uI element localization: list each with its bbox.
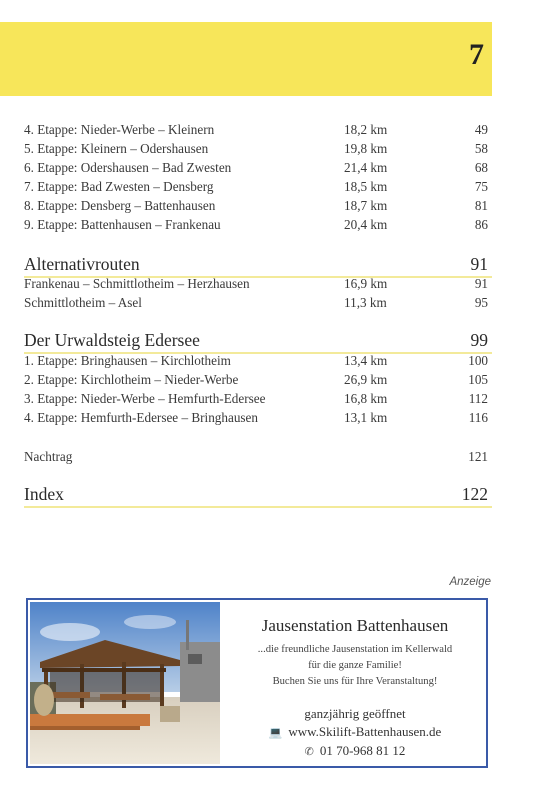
chapter-header-bar	[0, 22, 492, 96]
toc-entry-title: 4. Etappe: Hemfurth-Edersee – Bringhausen	[24, 410, 259, 425]
advertisement-box	[26, 598, 488, 768]
toc-entry-page: 49	[474, 122, 488, 137]
ad-website-link[interactable]	[224, 724, 486, 740]
toc-entry-distance: 20,4 km	[344, 217, 388, 232]
toc-row[interactable]	[24, 215, 492, 235]
section-divider	[24, 506, 492, 508]
toc-entry-distance: 21,4 km	[344, 160, 388, 175]
ad-title: Jausenstation Battenhausen	[261, 616, 449, 635]
toc-entry-title: 4. Etappe: Nieder-Werbe – Kleinern	[24, 122, 215, 137]
toc-section-urwaldsteig[interactable]	[24, 327, 492, 353]
toc-row[interactable]	[24, 274, 492, 294]
toc-entry-page: 121	[468, 449, 488, 464]
ad-phone: 01 70-968 81 12	[319, 743, 406, 758]
toc-entry-page: 86	[474, 217, 488, 232]
section-heading: Alternativrouten	[24, 254, 140, 274]
toc-entry-distance: 18,2 km	[344, 122, 388, 137]
toc-entry-title: 8. Etappe: Densberg – Battenhausen	[24, 198, 216, 213]
toc-entry-title: Schmittlotheim – Asel	[24, 295, 142, 310]
jausenstation-photo	[30, 602, 220, 764]
toc-entry-page: 116	[468, 410, 488, 425]
phone-icon: ✆	[304, 746, 314, 758]
section-heading: Index	[24, 484, 64, 504]
toc-entry-distance: 19,8 km	[344, 141, 388, 156]
toc-entry-page: 112	[468, 391, 488, 406]
toc-entry-page: 100	[468, 353, 488, 368]
toc-entry-page: 58	[474, 141, 488, 156]
ad-opening-hours: ganzjährig geöffnet	[304, 706, 406, 721]
toc-entry-page: 95	[474, 295, 488, 310]
toc-entry-title: Frankenau – Schmittlotheim – Herzhausen	[24, 276, 250, 291]
toc-entry-page: 75	[474, 179, 488, 194]
toc-entry-page: 105	[468, 372, 488, 387]
toc-row[interactable]	[24, 120, 492, 140]
toc-row[interactable]	[24, 370, 492, 390]
toc-entry-distance: 26,9 km	[344, 372, 388, 387]
toc-entry-title: 6. Etappe: Odershausen – Bad Zwesten	[24, 160, 232, 175]
toc-row[interactable]	[24, 158, 492, 178]
toc-section-index[interactable]	[24, 481, 492, 507]
toc-row[interactable]	[24, 389, 492, 409]
toc-entry-page: 91	[474, 276, 488, 291]
ad-website: www.Skilift-Battenhausen.de	[288, 724, 442, 739]
advertisement-text	[224, 602, 486, 764]
toc-entry-title: 9. Etappe: Battenhausen – Frankenau	[24, 217, 221, 232]
section-page: 122	[461, 484, 488, 504]
toc-entry-title: 3. Etappe: Nieder-Werbe – Hemfurth-Edersee	[24, 391, 266, 406]
ad-tagline: für die ganze Familie!	[308, 660, 402, 671]
toc-row-nachtrag[interactable]	[24, 447, 492, 467]
toc-entry-title: Nachtrag	[24, 449, 73, 464]
toc-row[interactable]	[24, 139, 492, 159]
toc-row[interactable]	[24, 351, 492, 371]
toc-entry-title: 5. Etappe: Kleinern – Odershausen	[24, 141, 209, 156]
ad-tagline: Buchen Sie uns für Ihre Veranstaltung!	[272, 676, 438, 687]
toc-row[interactable]	[24, 196, 492, 216]
ad-label: Anzeige	[449, 576, 491, 588]
toc-row[interactable]	[24, 177, 492, 197]
section-page: 99	[470, 330, 488, 350]
toc-entry-distance: 13,4 km	[344, 353, 388, 368]
toc-entry-page: 81	[474, 198, 488, 213]
chapter-number: 7	[469, 38, 484, 71]
toc-entry-title: 7. Etappe: Bad Zwesten – Densberg	[24, 179, 214, 194]
toc-entry-distance: 18,7 km	[344, 198, 388, 213]
toc-entry-distance: 11,3 km	[344, 295, 387, 310]
toc-entry-title: 2. Etappe: Kirchlotheim – Nieder-Werbe	[24, 372, 239, 387]
computer-icon: 💻	[268, 727, 283, 739]
toc-entry-distance: 18,5 km	[344, 179, 388, 194]
toc-entry-distance: 16,8 km	[344, 391, 388, 406]
toc-entry-title: 1. Etappe: Bringhausen – Kirchlotheim	[24, 353, 231, 368]
toc-row[interactable]	[24, 293, 492, 313]
section-page: 91	[470, 254, 488, 274]
section-heading: Der Urwaldsteig Edersee	[24, 330, 200, 350]
ad-phone-link[interactable]	[224, 743, 486, 759]
toc-entry-distance: 16,9 km	[344, 276, 388, 291]
toc-entry-page: 68	[474, 160, 488, 175]
ad-tagline: ...die freundliche Jausenstation im Kellerwald	[257, 644, 453, 655]
toc-entry-distance: 13,1 km	[344, 410, 388, 425]
toc-row[interactable]	[24, 408, 492, 428]
